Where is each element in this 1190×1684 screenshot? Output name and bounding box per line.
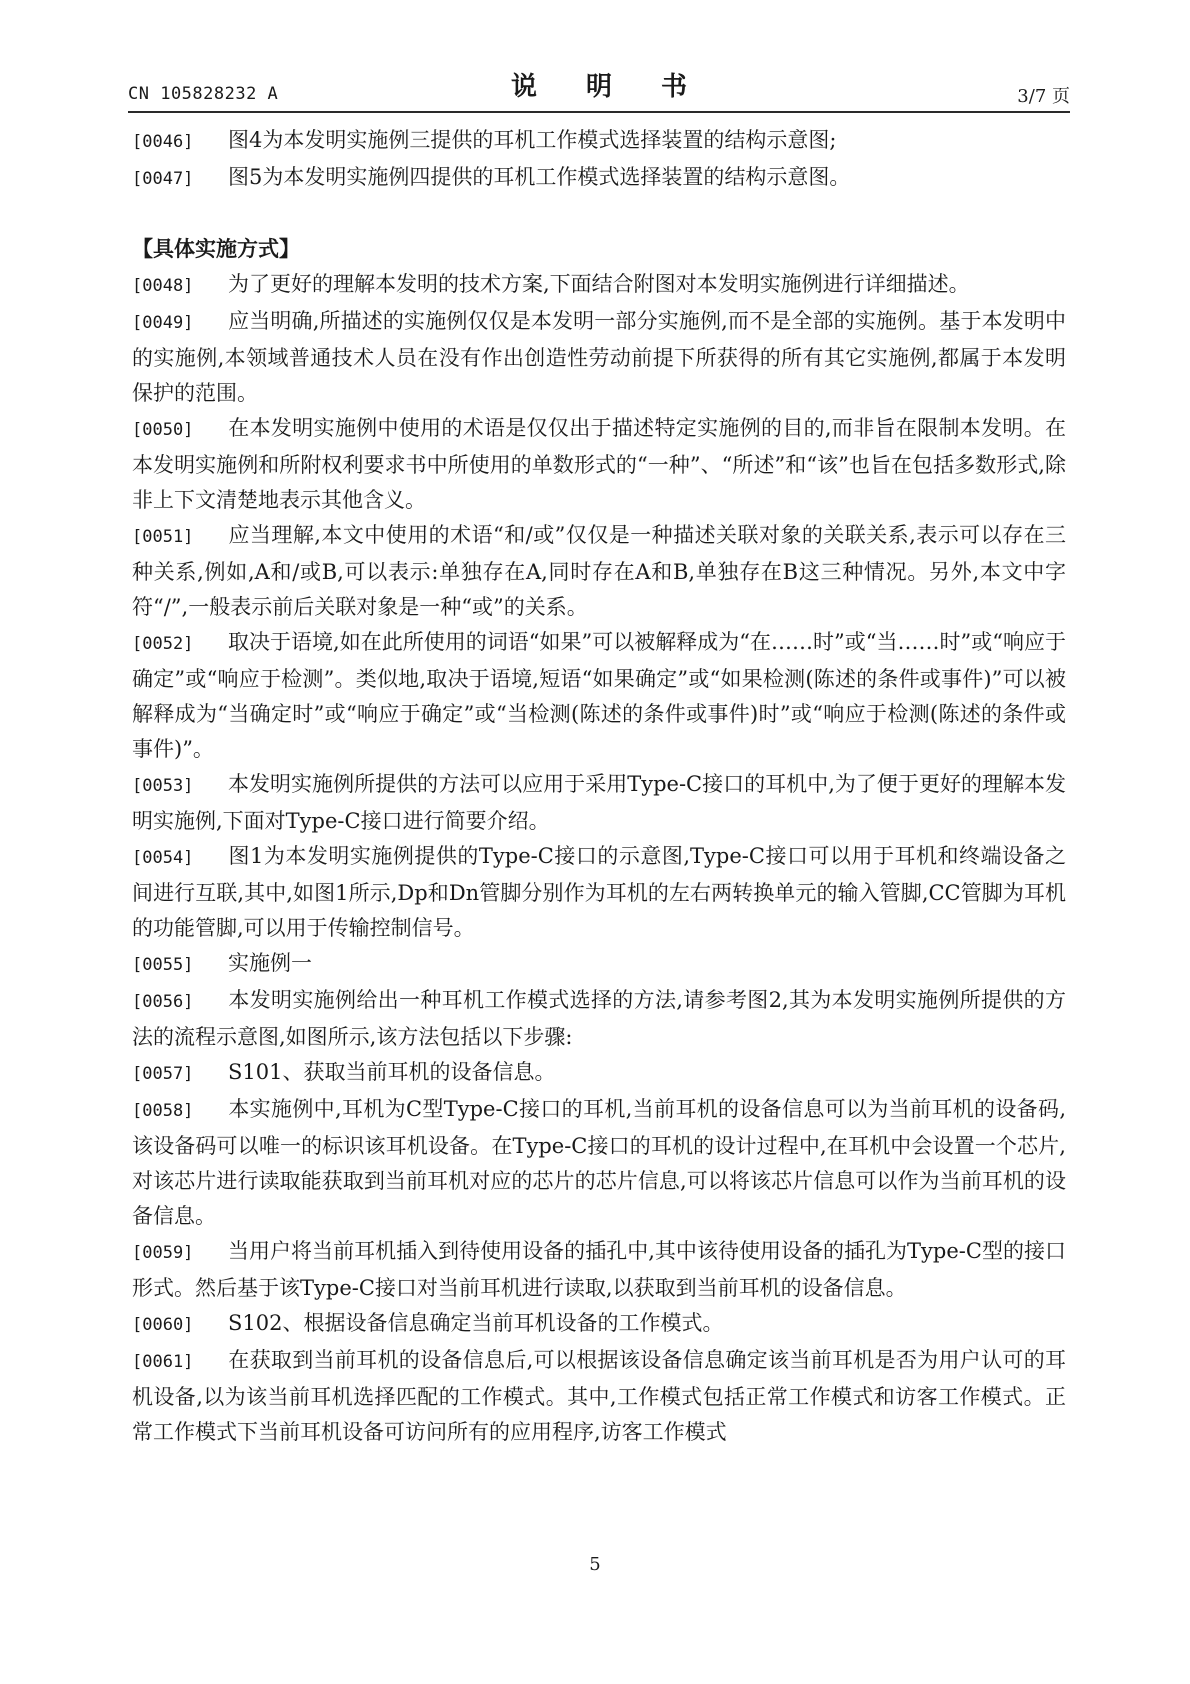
paragraph-text: 图4为本发明实施例三提供的耳机工作模式选择装置的结构示意图; — [228, 128, 837, 152]
paragraph-text: 图1为本发明实施例提供的Type-C接口的示意图,Type-C接口可以用于耳机和终端设备之间进行互联,其中,如图1所示,Dp和Dn管脚分别作为耳机的左右两转换单元的输入管脚,CC管脚为耳机的功能管脚,可以用于传输控制信号。 — [132, 844, 1066, 940]
paragraph-number: [0048] — [132, 276, 194, 296]
document-title: 说 明 书 — [510, 72, 708, 102]
paragraph-0054 — [132, 839, 1066, 946]
paragraph-text: 应当理解,本文中使用的术语“和/或”仅仅是一种描述关联对象的关联关系,表示可以存在三种关系,例如,A和/或B,可以表示:单独存在A,同时存在A和B,单独存在B这三种情况。另外,本文中字符“/”,一般表示前后关联对象是一种“或”的关系。 — [132, 523, 1066, 619]
paragraph-text: S101、获取当前耳机的设备信息。 — [228, 1060, 556, 1084]
section-heading: 【具体实施方式】 — [132, 237, 300, 261]
paragraph-0053 — [132, 767, 1066, 839]
section-gap — [132, 197, 1066, 232]
paragraph-0049 — [132, 304, 1066, 411]
paragraph-text: 在获取到当前耳机的设备信息后,可以根据该设备信息确定该当前耳机是否为用户认可的耳机设备,以为该当前耳机选择匹配的工作模式。其中,工作模式包括正常工作模式和访客工作模式。正常工作模式下当前耳机设备可访问所有的应用程序,访客工作模式 — [132, 1348, 1066, 1444]
paragraph-0050 — [132, 411, 1066, 518]
paragraph-text: 本发明实施例所提供的方法可以应用于采用Type-C接口的耳机中,为了便于更好的理解本发明实施例,下面对Type-C接口进行简要介绍。 — [132, 772, 1066, 833]
paragraph-0060 — [132, 1306, 1066, 1343]
paragraph-0051 — [132, 518, 1066, 625]
paragraph-number: [0056] — [132, 992, 194, 1012]
paragraph-number: [0050] — [132, 420, 194, 440]
paragraph-number: [0053] — [132, 776, 194, 796]
paragraph-0056 — [132, 983, 1066, 1055]
publication-number: CN 105828232 A — [128, 84, 279, 104]
paragraph-text: 取决于语境,如在此所使用的词语“如果”可以被解释成为“在……时”或“当……时”或“响应于确定”或“响应于检测”。类似地,取决于语境,短语“如果确定”或“如果检测(陈述的条件或事件)”可以被解释成为“当确定时”或“响应于确定”或“当检测(陈述的条件或事件)时”或“响应于检测(陈述的条件或事件)”。 — [132, 630, 1066, 761]
paragraph-number: [0052] — [132, 634, 194, 654]
paragraph-0046 — [132, 123, 1066, 160]
paragraph-text: 为了更好的理解本发明的技术方案,下面结合附图对本发明实施例进行详细描述。 — [228, 272, 970, 296]
paragraph-number: [0051] — [132, 527, 194, 547]
paragraph-text: 应当明确,所描述的实施例仅仅是本发明一部分实施例,而不是全部的实施例。基于本发明中的实施例,本领域普通技术人员在没有作出创造性劳动前提下所获得的所有其它实施例,都属于本发明保护的范围。 — [132, 309, 1066, 405]
paragraph-0052 — [132, 625, 1066, 767]
paragraph-text: 图5为本发明实施例四提供的耳机工作模式选择装置的结构示意图。 — [228, 165, 851, 189]
paragraph-number: [0046] — [132, 132, 194, 152]
page-indicator: 3/7 页 — [1017, 86, 1070, 107]
paragraph-number: [0049] — [132, 313, 194, 333]
paragraph-number: [0058] — [132, 1101, 194, 1121]
paragraph-text: 实施例一 — [228, 951, 312, 975]
paragraph-number: [0061] — [132, 1352, 194, 1372]
page-header — [128, 66, 1070, 110]
document-body — [132, 123, 1066, 1450]
paragraph-number: [0055] — [132, 955, 194, 975]
paragraph-0057 — [132, 1055, 1066, 1092]
paragraph-0058 — [132, 1092, 1066, 1234]
page-number: 5 — [589, 1554, 601, 1575]
paragraph-0048 — [132, 267, 1066, 304]
paragraph-number: [0060] — [132, 1315, 194, 1335]
paragraph-0061 — [132, 1343, 1066, 1450]
paragraph-0047 — [132, 160, 1066, 197]
paragraph-number: [0054] — [132, 848, 194, 868]
paragraph-0059 — [132, 1234, 1066, 1306]
paragraph-text: 在本发明实施例中使用的术语是仅仅出于描述特定实施例的目的,而非旨在限制本发明。在本发明实施例和所附权利要求书中所使用的单数形式的“一种”、“所述”和“该”也旨在包括多数形式,除非上下文清楚地表示其他含义。 — [132, 416, 1066, 512]
paragraph-number: [0057] — [132, 1064, 194, 1084]
paragraph-text: 本实施例中,耳机为C型Type-C接口的耳机,当前耳机的设备信息可以为当前耳机的设备码,该设备码可以唯一的标识该耳机设备。在Type-C接口的耳机的设计过程中,在耳机中会设置一个芯片,对该芯片进行读取能获取到当前耳机对应的芯片的芯片信息,可以将该芯片信息可以作为当前耳机的设备信息。 — [132, 1097, 1066, 1228]
paragraph-text: 本发明实施例给出一种耳机工作模式选择的方法,请参考图2,其为本发明实施例所提供的方法的流程示意图,如图所示,该方法包括以下步骤: — [132, 988, 1066, 1049]
paragraph-number: [0047] — [132, 169, 194, 189]
header-divider — [128, 111, 1070, 113]
paragraph-number: [0059] — [132, 1243, 194, 1263]
paragraph-0055 — [132, 946, 1066, 983]
paragraph-text: S102、根据设备信息确定当前耳机设备的工作模式。 — [228, 1311, 724, 1335]
paragraph-text: 当用户将当前耳机插入到待使用设备的插孔中,其中该待使用设备的插孔为Type-C型的接口形式。然后基于该Type-C接口对当前耳机进行读取,以获取到当前耳机的设备信息。 — [132, 1239, 1066, 1300]
